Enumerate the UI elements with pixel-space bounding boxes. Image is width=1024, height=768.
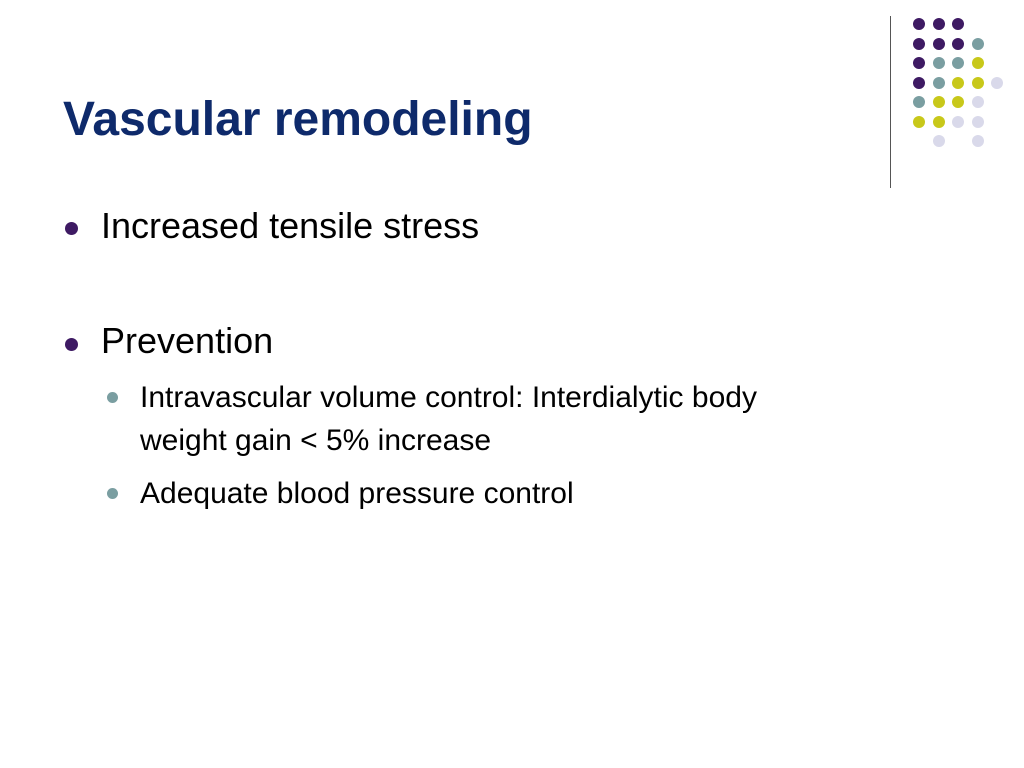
bullet-marker	[65, 222, 78, 235]
sub-bullet-item: Adequate blood pressure control	[140, 477, 574, 510]
bullet-item: Increased tensile stress	[101, 205, 480, 246]
bullet-item: Prevention	[101, 320, 274, 361]
sub-bullet-marker	[107, 392, 118, 403]
sub-bullet-marker	[107, 488, 118, 499]
sub-bullet-item: Intravascular volume control: Interdialytic body weight gain < 5% increase	[140, 381, 757, 457]
slide-title: Vascular remodeling	[63, 93, 533, 146]
bullet-marker	[65, 338, 78, 351]
